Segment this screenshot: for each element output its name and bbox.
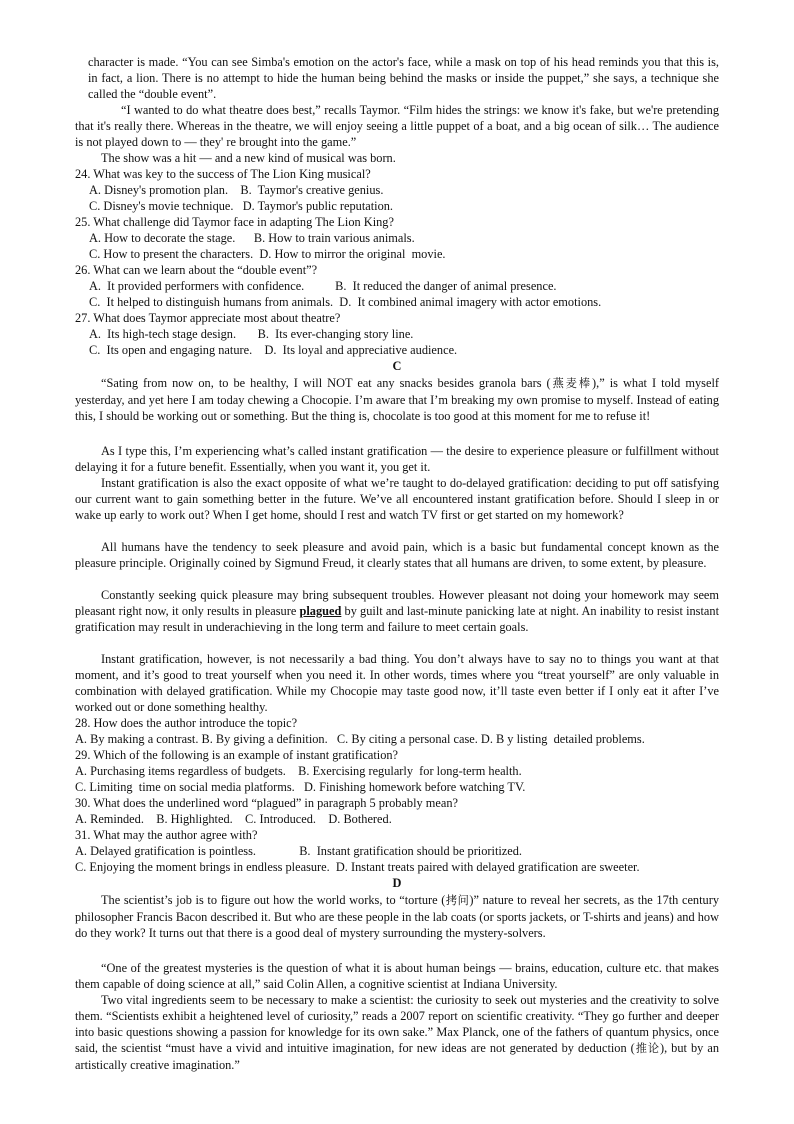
- passage-c-paragraph: [75, 539, 719, 571]
- question-block: [75, 747, 719, 795]
- question-block: [75, 166, 719, 214]
- question-stem: 29. Which of the following is an example of instant gratification?: [75, 748, 399, 762]
- passage-b-paragraph: [75, 102, 719, 150]
- paragraph-text: [75, 992, 719, 1073]
- text-run: Constantly seeking quick pleasure may bring subsequent troubles. However pleasant not doing your homework may seem pleasant right now, it only results in pleasure: [75, 588, 719, 619]
- question-block: [75, 214, 719, 262]
- section-heading: [75, 358, 719, 374]
- question-stem: 28. How does the author introduce the topic?: [75, 716, 298, 730]
- paragraph-text: All humans have the tendency to seek pleasure and avoid pain, which is a basic but fundamental concept known as the pleasure principle. Originally coined by Sigmund Freud, it clearly states that all humans are driven, to some extent, by pleasure.: [75, 540, 719, 571]
- question-stem: 25. What challenge did Taymor face in adapting The Lion King?: [75, 215, 394, 229]
- option-row: C. Its open and engaging nature. D. Its loyal and appreciative audience.: [89, 343, 458, 358]
- option-row: C. Enjoying the moment brings in endless pleasure. D. Instant treats paired with delayed gratification are sweeter.: [75, 860, 640, 875]
- paragraph-text: The show was a hit — and a new kind of musical was born.: [101, 151, 396, 165]
- text-run: by guilt and last-minute panicking late at night. An inability to resist instant gratification may result in underachieving in the long term and failure to meet certain goals.: [75, 604, 719, 635]
- option-row: A. Purchasing items regardless of budgets. B. Exercising regularly for long-term health.: [75, 764, 522, 779]
- option-row: A. How to decorate the stage. B. How to train various animals.: [89, 231, 415, 246]
- chinese-gloss: 燕麦棒: [550, 377, 593, 390]
- paragraph-text: Instant gratification is also the exact opposite of what we’re taught to do-delayed gratification: deciding to put off satisfying our current want to gain something better in the future. We’ve all encountered instant gratification before. Should I sleep in or wake up early to work out? When I get home, should I rest and watch TV first or get started on my homework?: [75, 476, 719, 523]
- paragraph-text: As I type this, I’m experiencing what’s called instant gratification — the desire to experience pleasure or fulfillment without delaying it for a future benefit. Essentially, when you want it, you get it.: [75, 444, 719, 475]
- chinese-gloss: 推论: [634, 1042, 660, 1056]
- passage-c-paragraph: [75, 587, 719, 635]
- paragraph-text: Instant gratification, however, is not necessarily a bad thing. You don’t always have to say no to things you want at that moment, and it’s good to treat yourself when you need it. In other words, times where you “treat yourself” are only valuable in combination with delayed gratification. While my Chocopie may taste good now, it’ll taste even better if I only eat it after I’ve worked out or done something healthy.: [75, 652, 719, 715]
- passage-d-paragraph: [75, 892, 719, 941]
- passage-c-paragraph: [75, 375, 719, 424]
- underlined-word: plagued: [299, 604, 342, 619]
- text-run: ),” is what I told myself yesterday, and yet here I am today chewing a Chocopie. I’m aware that I’m breaking my own promise to myself. Instead of eating this, I should be working out or something. But the thing is, chocolate is too good at this moment for me to refuse it!: [75, 376, 719, 424]
- question-block: [75, 310, 719, 358]
- question-stem: 30. What does the underlined word “plagued” in paragraph 5 probably mean?: [75, 796, 458, 810]
- option-row: C. It helped to distinguish humans from animals. D. It combined animal imagery with actor emotions.: [89, 295, 602, 310]
- question-stem: 24. What was key to the success of The Lion King musical?: [75, 167, 371, 181]
- question-stem: 31. What may the author agree with?: [75, 828, 258, 842]
- passage-c-paragraph: [75, 651, 719, 715]
- paragraph-text: character is made. “You can see Simba's emotion on the actor's face, while a mask on top of his head reminds you that this is, in fact, a lion. There is no attempt to hide the human being behind the masks or inside the puppet,” she says, a technique she called the “double event”.: [88, 55, 719, 102]
- paragraph-text: “One of the greatest mysteries is the question of what it is about human beings — brains, education, culture etc. that makes them capable of doing science at all,” said Colin Allen, a cognitive scientist at Indiana University.: [75, 961, 719, 992]
- option-row: A. Delayed gratification is pointless. B. Instant gratification should be prioritized.: [75, 844, 523, 859]
- paragraph-text: [75, 587, 719, 635]
- option-row: C. Disney's movie technique. D. Taymor's public reputation.: [89, 199, 394, 214]
- option-row: C. Limiting time on social media platforms. D. Finishing homework before watching TV.: [75, 780, 526, 795]
- question-stem: 26. What can we learn about the “double event”?: [75, 263, 318, 277]
- question-block: [75, 262, 719, 310]
- text-run: The scientist’s job is to figure out how the world works, to “torture (: [101, 893, 446, 907]
- passage-c-paragraph: [75, 475, 719, 523]
- passage-b-paragraph: [75, 150, 719, 166]
- section-label: C: [392, 359, 402, 373]
- passage-d-paragraph: [75, 992, 719, 1073]
- option-row: A. Its high-tech stage design. B. Its ever-changing story line.: [89, 327, 414, 342]
- paragraph-text: [75, 892, 719, 941]
- text-run: Two vital ingredients seem to be necessary to make a scientist: the curiosity to seek out mysteries and the creativity to solve them. “Scientists exhibit a heightened level of curiosity,” reads a 2007 report on scientific creativity. “They go further and deeper into basic questions showing a passion for knowledge for its own sake.” Max Planck, one of the fathers of quantum physics, once said, the scientist “must have a vivid and intuitive imagination, for new ideas are not generated by deduction (: [75, 993, 719, 1056]
- option-row: A. It provided performers with confidence. B. It reduced the danger of animal presence.: [89, 279, 557, 294]
- text-run: )” nature to reveal her secrets, as the 17th century philosopher Francis Bacon described it. But who are these people in the lab coats (or sports jackets, or T-shirts and jeans) and how do they work? It turns out that there is a good deal of mystery surrounding the mystery-solvers.: [75, 893, 719, 941]
- text-run: “Sating from now on, to be healthy, I will NOT eat any snacks besides granola bars (: [101, 376, 551, 390]
- option-row: A. Disney's promotion plan. B. Taymor's creative genius.: [89, 183, 384, 198]
- question-block: [75, 715, 719, 747]
- chinese-gloss: 拷问: [445, 894, 470, 907]
- question-block: [75, 795, 719, 827]
- paragraph-text: “I wanted to do what theatre does best,” recalls Taymor. “Film hides the strings: we know it's fake, but we're pretending that it's really there. Whereas in the theatre, we will enjoy seeing a little puppet of a boat, and a big ocean of silk… The audience is not played down to — they' re brought into the game.”: [75, 103, 719, 150]
- option-row: A. By making a contrast. B. By giving a definition. C. By citing a personal case. D. B y listing detailed problems.: [75, 732, 645, 747]
- question-stem: 27. What does Taymor appreciate most about theatre?: [75, 311, 341, 325]
- passage-c-paragraph: [75, 443, 719, 475]
- question-block: [75, 827, 719, 875]
- section-heading: [75, 875, 719, 891]
- text-run: ), but by an artistically creative imagination.”: [75, 1041, 719, 1073]
- section-label: D: [392, 876, 402, 890]
- option-row: C. How to present the characters. D. How to mirror the original movie.: [89, 247, 446, 262]
- passage-d-paragraph: [75, 960, 719, 992]
- passage-b-paragraph: [88, 54, 719, 102]
- paragraph-text: [75, 375, 719, 424]
- option-row: A. Reminded. B. Highlighted. C. Introduced. D. Bothered.: [75, 812, 392, 827]
